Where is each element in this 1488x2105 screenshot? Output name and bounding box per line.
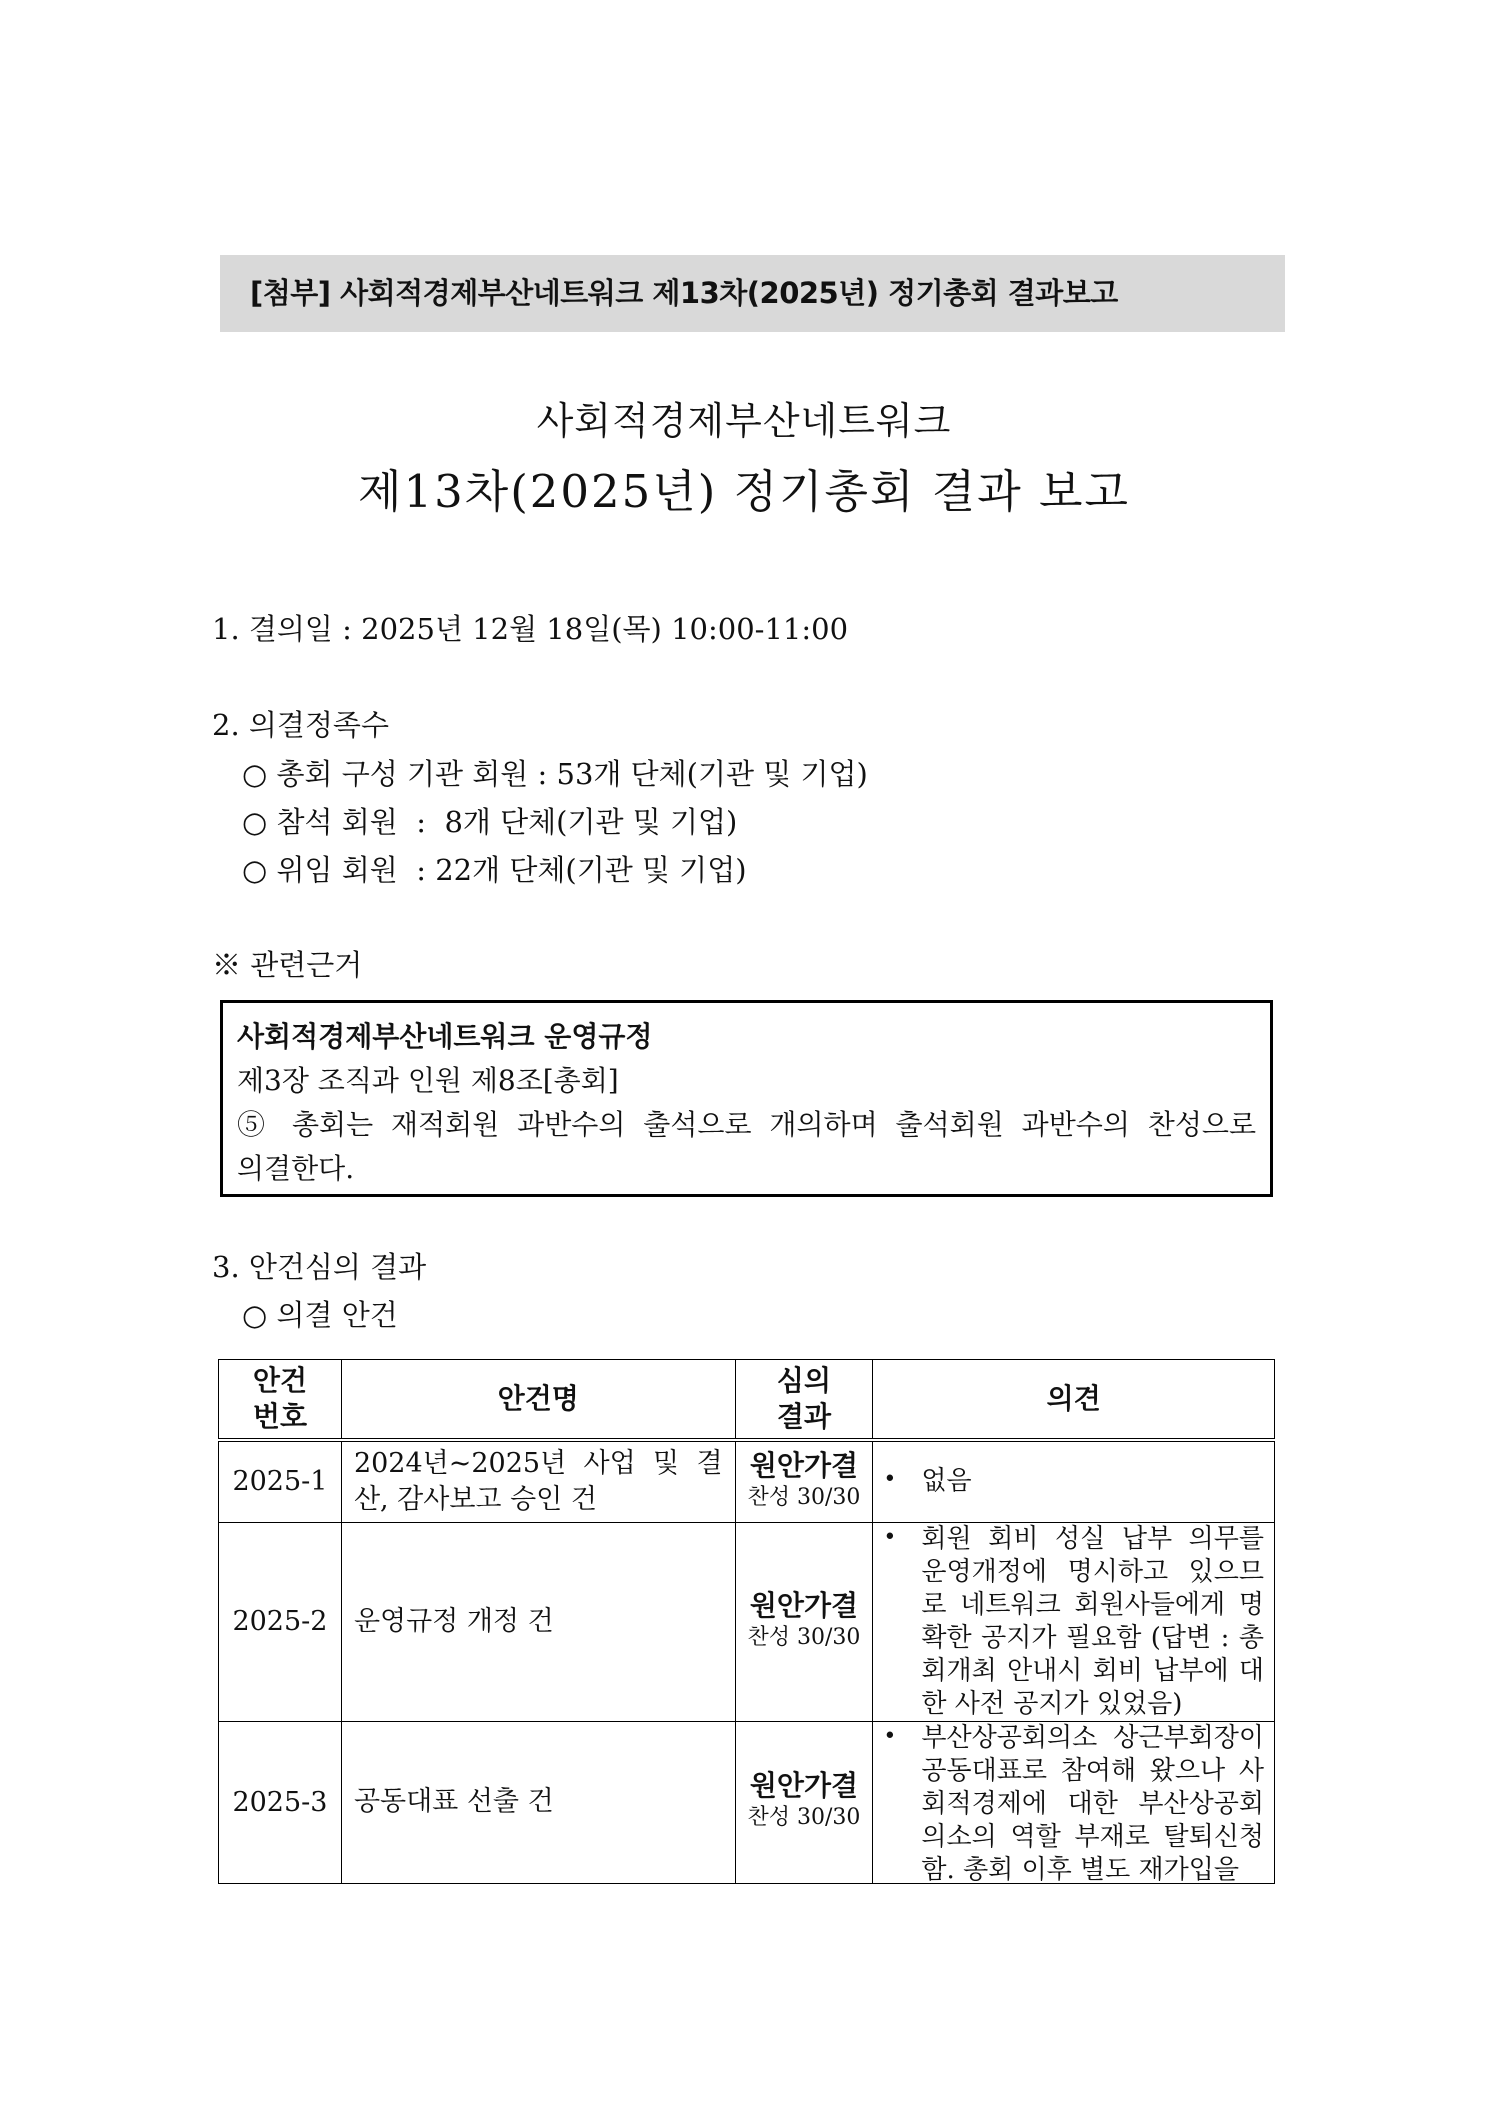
agenda-result: 원안가결 찬성 30/30 xyxy=(735,1721,873,1883)
reference-box xyxy=(220,1000,1273,1197)
agenda-opinion: • 부산상공회의소 상근부회장이 공동대표로 참여해 왔으나 사회적경제에 대한 부산상공회의소의 역할 부재로 탈퇴신청함. 총회 이후 별도 재가입을 xyxy=(873,1721,1275,1883)
header-agenda-no: 안건 번호 xyxy=(219,1360,342,1441)
bullet-icon: • xyxy=(883,1723,897,1749)
bullet-icon: • xyxy=(883,1467,897,1493)
reference-heading: ※ 관련근거 xyxy=(212,948,363,982)
agenda-name: 공동대표 선출 건 xyxy=(341,1721,735,1883)
table-row xyxy=(219,1721,1275,1883)
reference-box-title: 사회적경제부산네트워크 운영규정 xyxy=(237,1020,653,1053)
agenda-heading: 3. 안건심의 결과 xyxy=(212,1250,427,1284)
agenda-no: 2025-1 xyxy=(219,1440,342,1522)
table-header-row xyxy=(219,1360,1275,1441)
table-row xyxy=(219,1440,1275,1522)
agenda-name: 2024년~2025년 사업 및 결산, 감사보고 승인 건 xyxy=(341,1440,735,1522)
quorum-item-total: ○ 총회 구성 기관 회원 : 53개 단체(기관 및 기업) xyxy=(242,757,868,791)
agenda-table xyxy=(218,1359,1275,1884)
agenda-result: 원안가결 찬성 30/30 xyxy=(735,1522,873,1721)
agenda-opinion: • 없음 xyxy=(873,1440,1275,1522)
document-title-line2: 제13차(2025년) 정기총회 결과 보고 xyxy=(358,465,1130,518)
resolution-date: 1. 결의일 : 2025년 12월 18일(목) 10:00-11:00 xyxy=(212,612,849,646)
agenda-no: 2025-3 xyxy=(219,1721,342,1883)
document-title-line1: 사회적경제부산네트워크 xyxy=(536,399,952,443)
reference-box-clause: ⑤ 총회는 재적회원 과반수의 출석으로 개의하며 출석회원 과반수의 찬성으로 xyxy=(237,1108,1256,1141)
header-agenda-name: 안건명 xyxy=(341,1360,735,1441)
quorum-item-present: ○ 참석 회원 : 8개 단체(기관 및 기업) xyxy=(242,805,738,839)
quorum-item-proxy: ○ 위임 회원 : 22개 단체(기관 및 기업) xyxy=(242,853,747,887)
quorum-heading: 2. 의결정족수 xyxy=(212,708,389,742)
header-result: 심의 결과 xyxy=(735,1360,873,1441)
agenda-opinion: • 회원 회비 성실 납부 의무를 운영개정에 명시하고 있으므로 네트워크 회원사들에게 명확한 공지가 필요함 (답변 : 총회개최 안내시 회비 납부에 대한 사전 공지가 있었음) xyxy=(873,1522,1275,1721)
agenda-name: 운영규정 개정 건 xyxy=(341,1522,735,1721)
agenda-subheading: ○ 의결 안건 xyxy=(242,1298,398,1332)
reference-box-clause-end: 의결한다. xyxy=(237,1152,355,1185)
agenda-no: 2025-2 xyxy=(219,1522,342,1721)
attachment-banner: [첨부] 사회적경제부산네트워크 제13차(2025년) 정기총회 결과보고 xyxy=(220,255,1285,332)
reference-box-article: 제3장 조직과 인원 제8조[총회] xyxy=(237,1064,619,1097)
header-opinion: 의견 xyxy=(873,1360,1275,1441)
table-row xyxy=(219,1522,1275,1721)
agenda-result: 원안가결 찬성 30/30 xyxy=(735,1440,873,1522)
bullet-icon: • xyxy=(883,1524,897,1550)
